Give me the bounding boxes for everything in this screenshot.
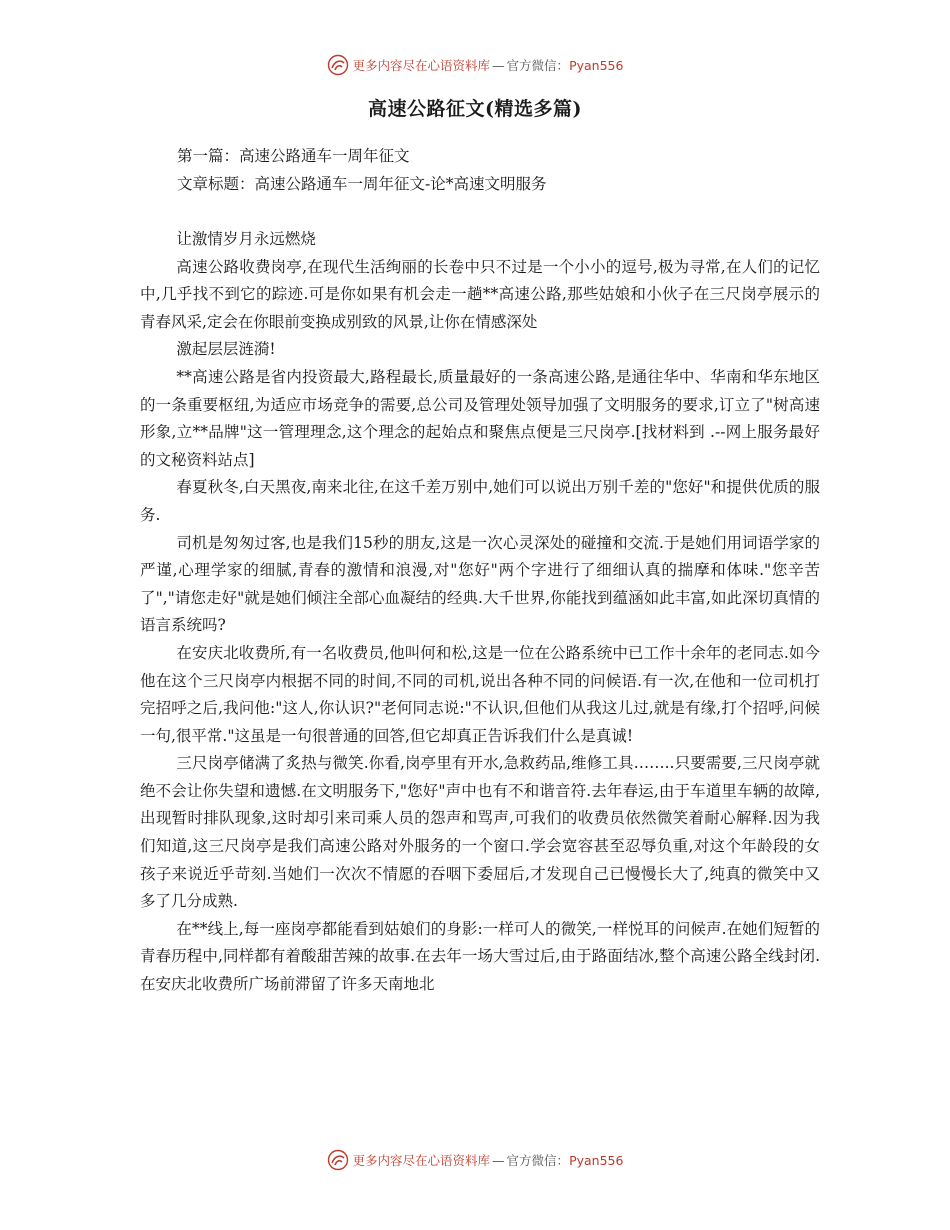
paragraph-4: 春夏秋冬,白天黑夜,南来北往,在这千差万别中,她们可以说出万别千差的"您好"和提供优质的服务.: [140, 478, 820, 524]
header-brand-text: 更多内容尽在心语资料库: [352, 58, 491, 73]
brand-logo-icon: [327, 1149, 349, 1171]
document-body: [140, 226, 820, 999]
paragraph-6: 在安庆北收费所,有一名收费员,他叫何和松,这是一位在公路系统中已工作十余年的老同志.如今他在这个三尺岗亭内根据不同的时间,不同的司机,说出各种不同的问候语.有一次,在他和一位司机打完招呼之后,我问他:"这人,你认识?"老何同志说:"不认识,但他们从我这儿过,就是有缘,打个招呼,问候一句,很平常."这虽是一句很普通的回答,但它却真正告诉我们什么是真诚!: [140, 643, 820, 745]
header-banner: [0, 50, 950, 80]
paragraph-2: 激起层层涟漪!: [176, 340, 276, 359]
footer-brand-text: 更多内容尽在心语资料库: [352, 1153, 491, 1168]
paragraph-3: **高速公路是省内投资最大,路程最长,质量最好的一条高速公路,是通往华中、华南和华东地区的一条重要枢纽,为适应市场竞争的需要,总公司及管理处领导加强了文明服务的要求,订立了"树高速形象,立**品牌"这一管理理念,这个理念的起始点和聚焦点便是三尺岗亭.[找材料到 .--网上服务最好的文秘资料站点]: [140, 367, 820, 469]
header-separator: —: [492, 57, 505, 73]
footer-wechat-id: Pyan556: [569, 1152, 624, 1168]
article-title: 文章标题：高速公路通车一周年征文-论*高速文明服务: [177, 175, 547, 193]
paragraph-8: 在**线上,每一座岗亭都能看到姑娘们的身影:一样可人的微笑,一样悦耳的问候声.在她们短暂的青春历程中,同样都有着酸甜苦辣的故事.在去年一场大雪过后,由于路面结冰,整个高速公路全线封闭.在安庆北收费所广场前滞留了许多天南地北: [140, 919, 820, 994]
paragraph-0: 让激情岁月永远燃烧: [176, 230, 316, 248]
section-label: 第一篇：高速公路通车一周年征文: [177, 147, 410, 165]
footer-official-label: 官方微信：: [506, 1153, 570, 1168]
paragraph-7: 三尺岗亭储满了炙热与微笑.你看,岗亭里有开水,急救药品,维修工具……..只要需要,三尺岗亭就绝不会让你失望和遗憾.在文明服务下,"您好"声中也有不和谐音符.去年春运,由于车道里车辆的故障,出现暂时排队现象,这时却引来司乘人员的怨声和骂声,可我们的收费员依然微笑着耐心解释.因为我们知道,这三尺岗亭是我们高速公路对外服务的一个窗口.学会宽容甚至忍辱负重,对这个年龄段的女孩子来说近乎苛刻.当她们一次次不情愿的吞咽下委屈后,才发现自己已慢慢长大了,纯真的微笑中又多了几分成熟.: [140, 754, 820, 911]
paragraph-1: 高速公路收费岗亭,在现代生活绚丽的长卷中只不过是一个小小的逗号,极为寻常,在人们的记忆中,几乎找不到它的踪迹.可是你如果有机会走一趟**高速公路,那些姑娘和小伙子在三尺岗亭展示的青春风采,定会在你眼前变换成别致的风景,让你在情感深处: [140, 257, 820, 331]
document-title: 高速公路征文(精选多篇): [368, 98, 582, 120]
paragraph-5: 司机是匆匆过客,也是我们15秒的朋友,这是一次心灵深处的碰撞和交流.于是她们用词语学家的严谨,心理学家的细腻,青春的激情和浪漫,对"您好"两个字进行了细细认真的揣摩和体味."您辛苦了","请您走好"就是她们倾注全部心血凝结的经典.大千世界,你能找到蕴涵如此丰富,如此深切真情的语言系统吗?: [140, 533, 820, 635]
header-wechat-id: Pyan556: [569, 57, 624, 73]
brand-logo-icon: [327, 54, 349, 76]
footer-separator: —: [492, 1152, 505, 1168]
header-official-label: 官方微信：: [506, 58, 570, 73]
footer-banner: [0, 1145, 950, 1175]
